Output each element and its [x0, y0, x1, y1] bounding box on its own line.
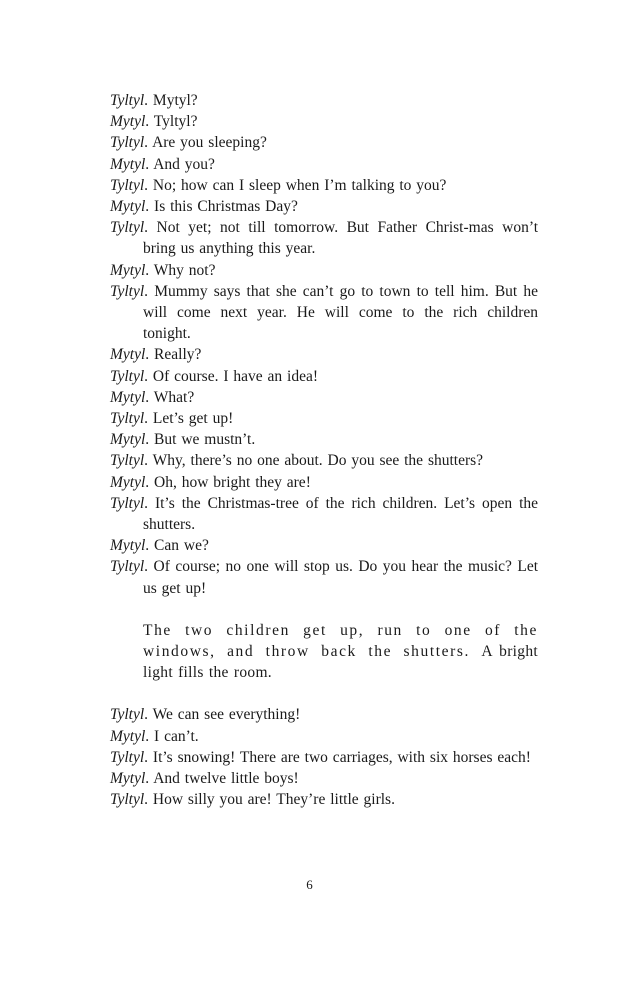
speaker-name: Mytyl [110, 388, 146, 406]
dialogue-text: Why, there’s no one about. Do you see the shutters? [152, 452, 484, 470]
speaker-name: Mytyl [110, 155, 146, 173]
speaker-separator: . [145, 346, 155, 364]
speaker-separator: . [144, 748, 153, 766]
dialogue-text: No; how can I sleep when I’m talking to you? [152, 176, 447, 194]
speaker-separator: . [144, 791, 153, 809]
speaker-separator: . [144, 494, 155, 512]
stage-direction-text-end: A bright light fills the room. [143, 643, 538, 682]
speaker-name: Tyltyl [110, 176, 145, 194]
speaker-separator: . [145, 113, 154, 131]
speaker-separator: . [144, 558, 154, 576]
script-page [110, 90, 538, 811]
dialogue-text: Can we? [154, 537, 209, 555]
speaker-name: Mytyl [110, 113, 146, 131]
speaker-name: Tyltyl [110, 748, 145, 766]
dialogue-line [110, 450, 538, 471]
dialogue-line [110, 789, 538, 810]
speaker-separator: . [145, 770, 154, 788]
speaker-name: Mytyl [110, 770, 146, 788]
dialogue-text: How silly you are! They’re little girls. [152, 791, 395, 809]
dialogue-line [110, 366, 538, 387]
dialogue-line [110, 111, 538, 132]
dialogue-line [110, 493, 538, 535]
speaker-separator: . [144, 367, 153, 385]
speaker-separator: . [144, 282, 155, 300]
dialogue-text: What? [153, 388, 195, 406]
dialogue-line [110, 281, 538, 345]
speaker-name: Mytyl [110, 473, 146, 491]
dialogue-line [110, 704, 538, 725]
speaker-name: Tyltyl [110, 494, 145, 512]
dialogue-text: It’s snowing! There are two carriages, with six horses each! [152, 748, 531, 766]
dialogue-block-bottom [110, 704, 538, 810]
speaker-separator: . [144, 219, 157, 237]
stage-direction-text: The two children get up, run to one of the windows, and throw back the shutters. [143, 621, 538, 661]
dialogue-line [110, 260, 538, 281]
dialogue-text: Mummy says that she can’t go to town to tell him. But he will come next year. He will come to the rich children tonight. [143, 282, 539, 343]
speaker-separator: . [145, 198, 155, 216]
dialogue-text: Let’s get up! [152, 410, 234, 428]
speaker-separator: . [145, 431, 155, 449]
speaker-separator: . [145, 388, 154, 406]
speaker-name: Tyltyl [110, 282, 145, 300]
speaker-separator: . [145, 473, 155, 491]
speaker-name: Mytyl [110, 537, 146, 555]
dialogue-text: And twelve little boys! [153, 770, 299, 788]
dialogue-text: Really? [154, 346, 202, 364]
dialogue-line [110, 175, 538, 196]
speaker-separator: . [145, 537, 155, 555]
speaker-name: Tyltyl [110, 452, 145, 470]
dialogue-text: Of course; no one will stop us. Do you hear the music? Let us get up! [143, 558, 538, 597]
speaker-separator: . [144, 92, 153, 109]
dialogue-text: But we mustn’t. [154, 431, 256, 449]
speaker-separator: . [144, 706, 153, 724]
dialogue-line [110, 556, 538, 598]
dialogue-line [110, 387, 538, 408]
dialogue-line [110, 747, 538, 768]
dialogue-text: Why not? [153, 261, 216, 279]
speaker-separator: . [145, 155, 154, 173]
dialogue-line [110, 429, 538, 450]
dialogue-block-top [110, 90, 538, 599]
dialogue-line [110, 344, 538, 365]
dialogue-text: Are you sleeping? [152, 134, 267, 152]
speaker-name: Tyltyl [110, 92, 145, 109]
speaker-name: Mytyl [110, 198, 146, 216]
speaker-separator: . [144, 134, 153, 152]
speaker-name: Tyltyl [110, 410, 145, 428]
speaker-name: Mytyl [110, 261, 146, 279]
dialogue-line [110, 132, 538, 153]
speaker-name: Mytyl [110, 431, 146, 449]
dialogue-text: I can’t. [154, 727, 199, 745]
speaker-name: Tyltyl [110, 791, 145, 809]
speaker-name: Mytyl [110, 346, 146, 364]
speaker-name: Mytyl [110, 727, 146, 745]
dialogue-text: Is this Christmas Day? [154, 198, 298, 216]
speaker-name: Tyltyl [110, 558, 145, 576]
dialogue-text: We can see everything! [152, 706, 301, 724]
page-number: 6 [306, 877, 313, 892]
speaker-name: Tyltyl [110, 134, 145, 152]
dialogue-line [110, 154, 538, 175]
dialogue-line [110, 472, 538, 493]
dialogue-text: It’s the Christmas-tree of the rich children. Let’s open the shutters. [143, 494, 539, 534]
dialogue-text: Mytyl? [152, 92, 198, 109]
dialogue-line [110, 217, 538, 259]
speaker-separator: . [144, 410, 153, 428]
speaker-name: Tyltyl [110, 367, 145, 385]
speaker-name: Tyltyl [110, 706, 145, 724]
speaker-separator: . [145, 261, 154, 279]
dialogue-line [110, 408, 538, 429]
dialogue-text: Of course. I have an idea! [152, 367, 318, 385]
dialogue-line [110, 535, 538, 556]
dialogue-line [110, 726, 538, 747]
speaker-separator: . [145, 727, 155, 745]
stage-direction [110, 620, 538, 684]
speaker-separator: . [144, 176, 153, 194]
dialogue-line [110, 196, 538, 217]
dialogue-text: Oh, how bright they are! [154, 473, 311, 491]
dialogue-line [110, 90, 538, 111]
dialogue-text: And you? [153, 155, 215, 173]
dialogue-text: Not yet; not till tomorrow. But Father Christ-mas won’t bring us anything this year. [143, 219, 539, 258]
dialogue-text: Tyltyl? [153, 113, 198, 131]
speaker-separator: . [144, 452, 153, 470]
speaker-name: Tyltyl [110, 219, 145, 237]
dialogue-line [110, 768, 538, 789]
